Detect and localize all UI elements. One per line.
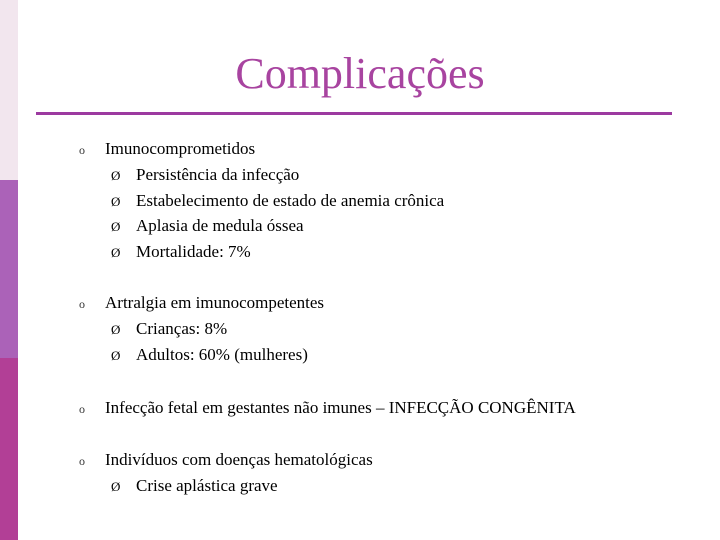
sub-list-item (111, 316, 227, 343)
arrow-bullet-icon: Ø (111, 322, 121, 337)
sub-list-item-text: Adultos: 60% (mulheres) (136, 345, 308, 364)
list-item: Indivíduos com doenças hematológicas (105, 450, 373, 469)
arrow-bullet-icon: Ø (111, 348, 121, 363)
sub-list-item (111, 342, 308, 369)
arrow-bullet-icon: Ø (111, 479, 121, 494)
sub-list-item-text: Crise aplástica grave (136, 476, 278, 495)
list-item: Infecção fetal em gestantes não imunes – INFECÇÃO CONGÊNITA (105, 398, 576, 417)
bullet-icon: o (79, 143, 85, 157)
sub-list-item (111, 213, 304, 240)
arrow-bullet-icon: Ø (111, 194, 121, 209)
arrow-bullet-icon: Ø (111, 219, 121, 234)
sub-list-item-text: Crianças: 8% (136, 319, 228, 338)
slide-title: Complicações (235, 49, 485, 98)
bullet-icon: o (79, 454, 85, 468)
sub-list-item (111, 188, 444, 215)
bullet-icon: o (79, 402, 85, 416)
list-item: Artralgia em imunocompetentes (105, 293, 325, 312)
sub-list-item (111, 473, 278, 500)
sub-list-item (111, 162, 299, 189)
sub-list-item-text: Mortalidade: 7% (136, 242, 251, 261)
bullet-icon: o (79, 297, 85, 311)
arrow-bullet-icon: Ø (111, 245, 121, 260)
sub-list-item-text: Estabelecimento de estado de anemia crônica (136, 191, 445, 210)
sub-list-item-text: Aplasia de medula óssea (136, 216, 304, 235)
list-item: Imunocomprometidos (105, 139, 256, 158)
sub-list-item-text: Persistência da infecção (136, 165, 300, 184)
sub-list-item (111, 239, 251, 266)
arrow-bullet-icon: Ø (111, 168, 121, 183)
